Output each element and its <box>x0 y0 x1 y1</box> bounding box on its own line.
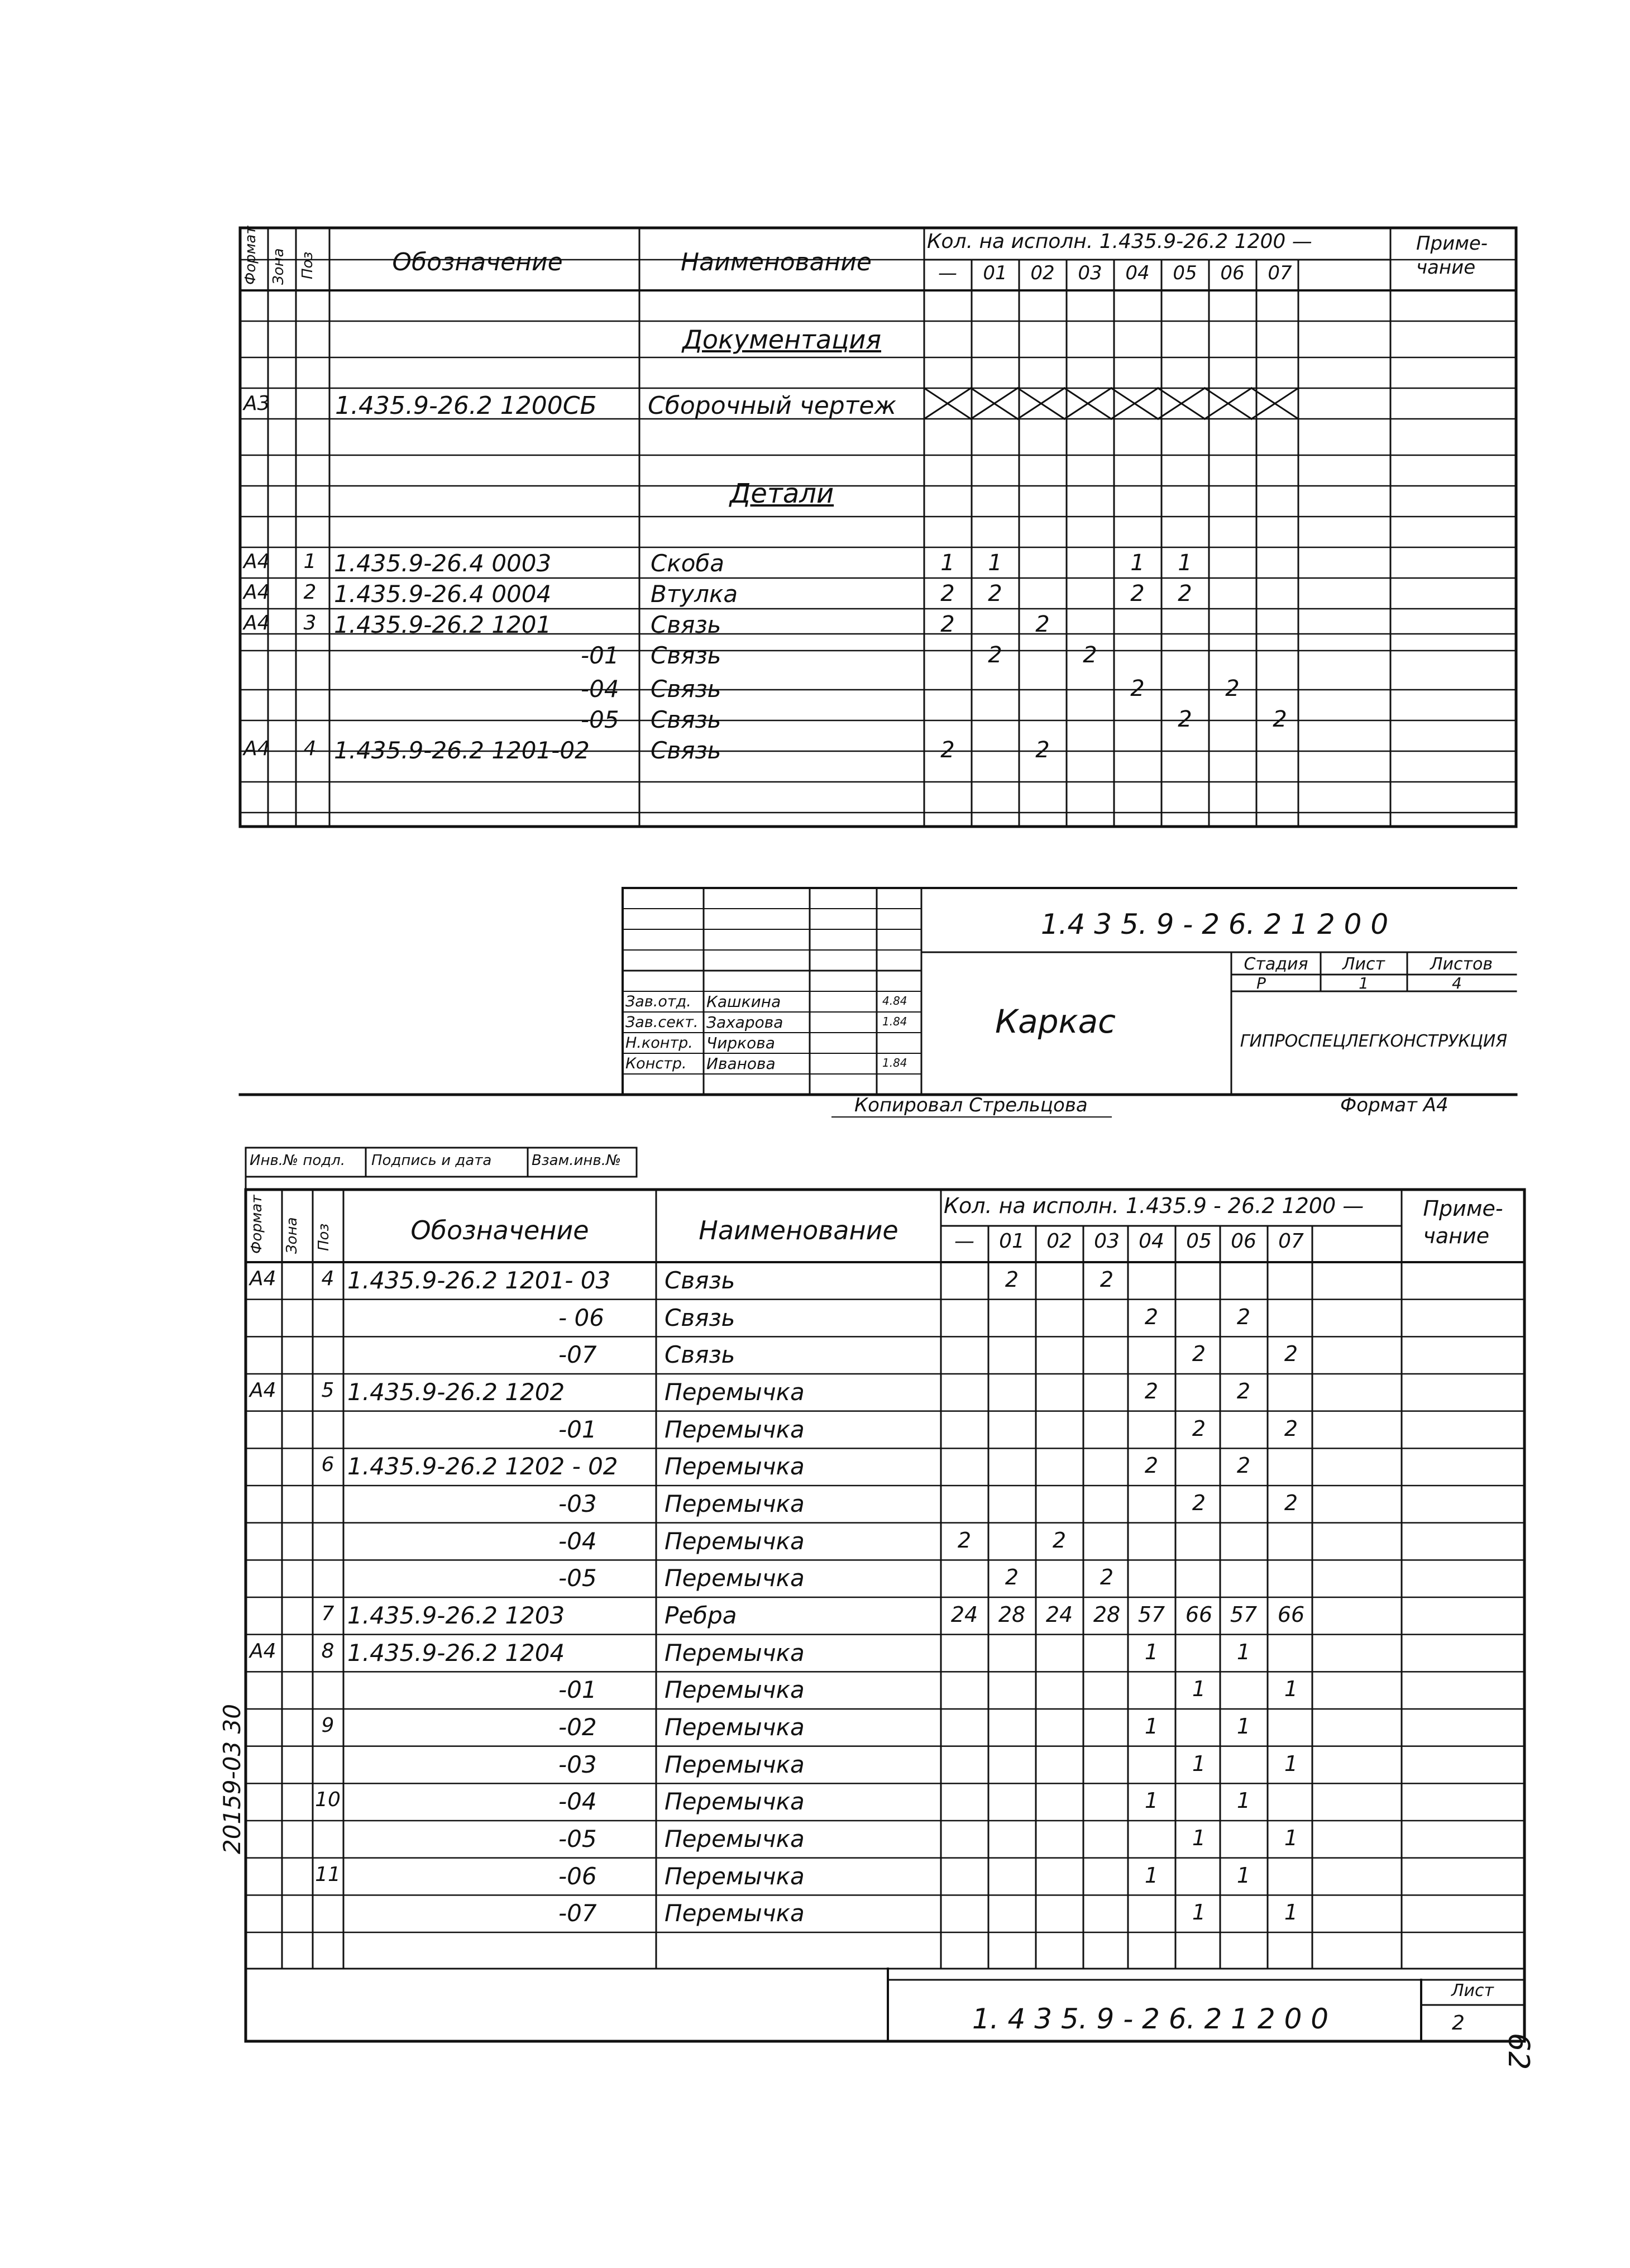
doc-format: А3 <box>243 392 270 415</box>
format-header: Формат <box>242 226 259 285</box>
qty-cell: 2 <box>1083 642 1097 668</box>
designation-header: Обозначение <box>392 248 563 276</box>
variant-header: 02 <box>1046 1230 1072 1253</box>
page-number: 62 <box>1502 2033 1535 2070</box>
stamp-code: 1.4 3 5. 9 - 2 6. 2 1 2 0 0 <box>1040 908 1389 940</box>
inv-label: Инв.№ подл. <box>250 1152 346 1169</box>
variant-header: 06 <box>1220 262 1245 284</box>
row-pos: 7 <box>321 1602 334 1625</box>
row-designation: -04 <box>581 675 619 703</box>
stamp-org: ГИПРОСПЕЦЛЕГКОНСТРУКЦИЯ <box>1240 1032 1508 1051</box>
qty-cell: 2 <box>1284 1416 1298 1441</box>
qty-cell: 28 <box>998 1602 1026 1627</box>
qty-cell: 1 <box>1284 1900 1298 1925</box>
row-designation: 1.435.9-26.2 1202 - 02 <box>347 1453 618 1481</box>
qty-cell: 2 <box>1284 1341 1298 1367</box>
qty-cell: 1 <box>1236 1788 1251 1813</box>
stamp-name: Кашкина <box>706 992 781 1011</box>
row-designation: -01 <box>581 642 619 669</box>
qty-cell: 1 <box>1192 1751 1206 1776</box>
row-designation: -01 <box>558 1415 597 1443</box>
row-pos: 4 <box>303 737 317 760</box>
doc-designation: 1.435.9-26.2 1200СБ <box>335 391 597 420</box>
variant-header: 04 <box>1125 262 1150 284</box>
qty-cell: 1 <box>1284 1826 1298 1850</box>
qty-cell: 2 <box>1192 1491 1206 1515</box>
stamp-stage: Р <box>1256 974 1266 992</box>
qty-cell: 1 <box>1192 1826 1206 1850</box>
stamp-date: 4.84 <box>882 994 907 1008</box>
row-name: Перемычка <box>665 1899 805 1927</box>
row-format: А4 <box>243 581 270 604</box>
row-designation: 1.435.9-26.2 1201-02 <box>334 737 590 764</box>
row-designation: -04 <box>558 1788 597 1816</box>
row-name: Связь <box>665 1341 735 1369</box>
pos-header: Поз <box>299 251 316 279</box>
qty-cell: 1 <box>940 550 955 576</box>
variant-header: 04 <box>1139 1230 1164 1253</box>
qty-cell: 1 <box>1284 1751 1298 1776</box>
qty-cell: 2 <box>1236 1453 1251 1478</box>
qty-cell: 24 <box>950 1602 978 1627</box>
row-name: Перемычка <box>665 1676 805 1704</box>
stamp-name: Иванова <box>706 1054 776 1073</box>
qty-cell: 2 <box>1130 676 1145 701</box>
stamp-stage-label: Стадия <box>1244 954 1308 974</box>
zone-header: Зона <box>284 1217 300 1254</box>
row-name: Связь <box>665 1303 735 1331</box>
row-pos: 5 <box>321 1379 334 1402</box>
row-designation: 1.435.9-26.2 1201 <box>334 611 552 638</box>
row-designation: - 06 <box>558 1303 604 1331</box>
doc-name: Сборочный чертеж <box>648 391 897 420</box>
inv-label: Подпись и дата <box>371 1152 492 1169</box>
qty-cell: 2 <box>1236 1304 1251 1329</box>
row-designation: -05 <box>581 706 619 733</box>
row-designation: 1.435.9-26.2 1203 <box>347 1602 565 1629</box>
row-name: Связь <box>651 611 721 638</box>
row-format: А4 <box>243 737 270 760</box>
row-name: Перемычка <box>665 1490 805 1517</box>
qty-cell: 1 <box>1192 1900 1206 1925</box>
row-designation: -03 <box>558 1750 597 1778</box>
row-pos: 2 <box>303 581 317 604</box>
qty-cell: 2 <box>940 612 955 637</box>
qty-cell: 2 <box>1236 1379 1251 1403</box>
row-designation: -03 <box>558 1490 597 1517</box>
row-name: Перемычка <box>665 1527 805 1555</box>
qty-cell: 2 <box>1100 1267 1114 1292</box>
qty-cell: 2 <box>1225 676 1240 701</box>
row-pos: 6 <box>321 1453 334 1477</box>
row-name: Связь <box>651 642 721 669</box>
variant-header: — <box>954 1230 974 1253</box>
stamp-sheet: 1 <box>1359 974 1369 992</box>
row-name: Ребра <box>665 1602 737 1629</box>
qty-cell: 1 <box>1144 1788 1159 1813</box>
stamp-role: Зав.сект. <box>625 1014 699 1031</box>
qty-cell: 2 <box>1144 1379 1159 1403</box>
stamp-role: Констр. <box>625 1055 687 1072</box>
stamp-sheet-label: Лист <box>1342 954 1385 974</box>
section-docs: Документация <box>682 324 882 355</box>
row-name: Втулка <box>651 580 738 608</box>
variant-header: 07 <box>1278 1230 1304 1253</box>
zone-header: Зона <box>270 248 287 285</box>
row-name: Перемычка <box>665 1713 805 1741</box>
qty-cell: 66 <box>1277 1602 1305 1627</box>
stamp-format: Формат А4 <box>1340 1094 1449 1116</box>
qty-cell: 2 <box>940 737 955 763</box>
row-format: А4 <box>243 550 270 573</box>
variant-header: 05 <box>1186 1230 1212 1253</box>
variant-header: — <box>938 262 957 284</box>
row-format: А4 <box>243 612 270 634</box>
stamp-copied: Копировал Стрельцова <box>854 1094 1088 1116</box>
variant-header: 01 <box>999 1230 1025 1253</box>
row-designation: 1.435.9-26.2 1204 <box>347 1639 565 1667</box>
variant-header: 07 <box>1268 262 1292 284</box>
qty-cell: 2 <box>1005 1565 1019 1590</box>
qty-cell: 1 <box>1284 1677 1298 1702</box>
row-name: Перемычка <box>665 1750 805 1778</box>
qty-cell: 2 <box>1273 706 1287 732</box>
qty-cell: 2 <box>940 581 955 607</box>
stamp-name: Чиркова <box>706 1034 775 1052</box>
stamp-sheet: 2 <box>1452 2012 1465 2035</box>
qty-cell: 57 <box>1230 1602 1258 1627</box>
qty-caption: Кол. на исполн. 1.435.9 - 26.2 1200 — <box>944 1193 1364 1218</box>
qty-cell: 1 <box>1178 550 1192 576</box>
stamp-sheet-label: Лист <box>1451 1981 1494 2000</box>
qty-cell: 1 <box>1130 550 1145 576</box>
variant-header: 02 <box>1030 262 1055 284</box>
format-header: Формат <box>248 1195 265 1254</box>
qty-cell: 2 <box>1035 737 1050 763</box>
note-header: Приме- чание <box>1416 232 1488 279</box>
row-designation: -04 <box>558 1527 597 1555</box>
qty-cell: 2 <box>1284 1491 1298 1515</box>
stamp-sheets: 4 <box>1452 974 1462 992</box>
qty-cell: 1 <box>1236 1863 1251 1888</box>
row-pos: 8 <box>321 1639 334 1663</box>
row-designation: -07 <box>558 1899 597 1927</box>
row-designation: 1.435.9-26.4 0004 <box>334 580 552 608</box>
stamp-role: Зав.отд. <box>625 993 691 1010</box>
row-format: А4 <box>250 1639 276 1663</box>
row-name: Перемычка <box>665 1415 805 1443</box>
qty-cell: 2 <box>1178 581 1192 607</box>
qty-cell: 1 <box>1236 1714 1251 1739</box>
stamp-code: 1. 4 3 5. 9 - 2 6. 2 1 2 0 0 <box>972 2003 1329 2035</box>
variant-header: 03 <box>1078 262 1102 284</box>
row-format: А4 <box>250 1379 276 1402</box>
qty-cell: 2 <box>1144 1453 1159 1478</box>
row-designation: 1.435.9-26.2 1201- 03 <box>347 1267 611 1294</box>
qty-cell: 2 <box>988 642 1002 668</box>
row-designation: -05 <box>558 1825 597 1852</box>
stamp-name: Захарова <box>706 1013 783 1032</box>
inv-label: Взам.инв.№ <box>532 1152 621 1169</box>
qty-cell: 2 <box>1130 581 1145 607</box>
row-pos: 1 <box>303 550 317 573</box>
row-designation: -01 <box>558 1676 597 1704</box>
name-header: Наименование <box>681 248 872 276</box>
qty-caption: Кол. на исполн. 1.435.9-26.2 1200 — <box>927 230 1312 253</box>
row-designation: -05 <box>558 1564 597 1592</box>
section-parts: Детали <box>729 478 834 509</box>
qty-cell: 1 <box>988 550 1002 576</box>
variant-header: 03 <box>1094 1230 1120 1253</box>
qty-cell: 2 <box>1144 1304 1159 1329</box>
row-format: А4 <box>250 1267 276 1290</box>
row-name: Перемычка <box>665 1862 805 1890</box>
qty-cell: 2 <box>1192 1416 1206 1441</box>
variant-header: 01 <box>983 262 1007 284</box>
stamp-sheets-label: Листов <box>1430 954 1493 974</box>
qty-cell: 28 <box>1093 1602 1121 1627</box>
stamp-role: Н.контр. <box>625 1034 693 1052</box>
row-designation: 1.435.9-26.4 0003 <box>334 550 552 577</box>
row-designation: 1.435.9-26.2 1202 <box>347 1378 565 1406</box>
qty-cell: 24 <box>1045 1602 1073 1627</box>
qty-cell: 66 <box>1185 1602 1213 1627</box>
qty-cell: 2 <box>1100 1565 1114 1590</box>
qty-cell: 1 <box>1144 1639 1159 1664</box>
row-designation: -07 <box>558 1341 597 1369</box>
qty-cell: 2 <box>957 1527 972 1553</box>
row-name: Перемычка <box>665 1564 805 1592</box>
variant-header: 05 <box>1173 262 1197 284</box>
designation-header: Обозначение <box>410 1215 589 1245</box>
qty-cell: 1 <box>1236 1639 1251 1664</box>
row-name: Перемычка <box>665 1639 805 1667</box>
qty-cell: 1 <box>1144 1863 1159 1888</box>
side-number: 20159-03 30 <box>218 1703 246 1854</box>
qty-cell: 57 <box>1137 1602 1165 1627</box>
row-name: Перемычка <box>665 1825 805 1852</box>
row-pos: 4 <box>321 1267 334 1290</box>
row-designation: -02 <box>558 1713 597 1741</box>
row-name: Связь <box>651 675 721 703</box>
row-name: Перемычка <box>665 1453 805 1481</box>
row-name: Перемычка <box>665 1788 805 1816</box>
row-name: Скоба <box>651 550 725 577</box>
stamp-title: Каркас <box>995 1002 1116 1040</box>
qty-cell: 2 <box>988 581 1002 607</box>
qty-cell: 2 <box>1052 1527 1067 1553</box>
row-pos: 10 <box>315 1788 341 1812</box>
row-name: Связь <box>651 706 721 733</box>
qty-cell: 2 <box>1192 1341 1206 1367</box>
row-pos: 11 <box>315 1863 341 1886</box>
note-header: Приме- чание <box>1423 1196 1503 1249</box>
stamp-date: 1.84 <box>882 1056 907 1069</box>
row-pos: 3 <box>303 612 317 634</box>
qty-cell: 2 <box>1035 612 1050 637</box>
row-pos: 9 <box>321 1714 334 1737</box>
qty-cell: 1 <box>1144 1714 1159 1739</box>
pos-header: Поз <box>316 1223 332 1251</box>
qty-cell: 1 <box>1192 1677 1206 1702</box>
row-name: Связь <box>665 1267 735 1294</box>
row-designation: -06 <box>558 1862 597 1890</box>
qty-cell: 2 <box>1178 706 1192 732</box>
name-header: Наименование <box>699 1215 898 1245</box>
row-name: Связь <box>651 737 721 764</box>
variant-header: 06 <box>1231 1230 1256 1253</box>
qty-cell: 2 <box>1005 1267 1019 1292</box>
row-name: Перемычка <box>665 1378 805 1406</box>
stamp-date: 1.84 <box>882 1015 907 1028</box>
